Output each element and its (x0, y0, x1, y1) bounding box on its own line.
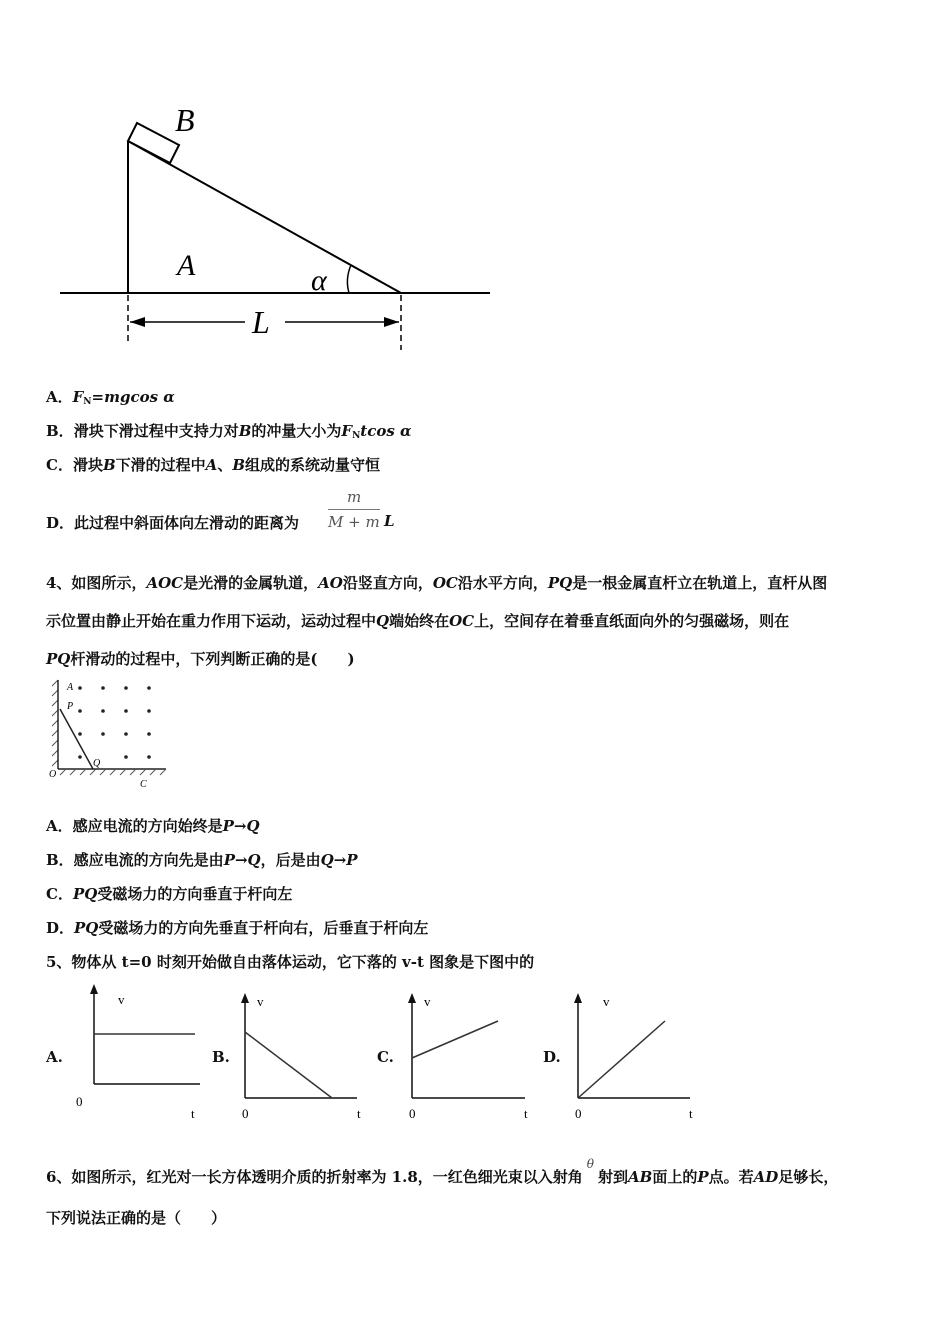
q3-option-a[interactable]: A．$F_N=mgcos$ α (46, 388, 175, 407)
label-c: C (140, 779, 147, 790)
q4-stem-line2: 示位置由静止开始在重力作用下运动，运动过程中Q端始终在OC上，空间存在着垂直纸面向外的匀强磁场，则在 (46, 612, 790, 630)
graph-c-line (412, 1021, 498, 1058)
q4-stem-line3: PQ杆滑动的过程中，下列判断正确的是( ) (46, 650, 355, 668)
graph-a-v: v (118, 992, 125, 1007)
q3-option-b[interactable]: B．滑块下滑过程中支持力对B的冲量大小为$F_Ntcos$ α (46, 422, 412, 441)
q5-graph-c[interactable] (390, 990, 535, 1122)
q4-option-a[interactable]: A．感应电流的方向始终是P→Q (46, 817, 260, 835)
q6-stem-line1: 6、如图所示，红光对一长方体透明介质的折射率为 1.8，一红色细光束以入射角θ射到AB面上的P点。若AD足够长， (46, 1157, 839, 1186)
q5-option-d-label[interactable]: D. (543, 1048, 561, 1066)
q5-option-b-label[interactable]: B. (212, 1048, 230, 1066)
graph-c-v: v (424, 994, 431, 1009)
graph-d-v: v (603, 994, 610, 1009)
block-b (128, 123, 179, 163)
label-o: O (49, 769, 57, 780)
label-q: Q (93, 758, 101, 769)
graph-d-t: t (689, 1106, 693, 1121)
q5-stem: 5、物体从 t=0 时刻开始做自由落体运动，它下落的 v-t 图象是下图中的 (46, 953, 535, 971)
q5-option-a-label[interactable]: A. (46, 1048, 63, 1066)
fraction-variable: L (384, 512, 395, 530)
fraction-numerator: m (347, 488, 362, 506)
q6-stem-line2: 下列说法正确的是（ ） (46, 1209, 227, 1227)
arrowhead-left (130, 317, 145, 327)
alpha-arc (347, 265, 351, 293)
q5-graph-b[interactable] (222, 990, 367, 1122)
field-dots (78, 686, 151, 759)
q5-graph-d[interactable] (555, 990, 700, 1122)
graph-b-v: v (257, 994, 264, 1009)
graph-a-zero: 0 (76, 1094, 83, 1109)
q3-option-d[interactable]: D．此过程中斜面体向左滑动的距离为 (46, 514, 300, 532)
incline-figure (55, 95, 500, 355)
rod-pq (60, 709, 93, 769)
label-l: L (252, 304, 270, 340)
q4-option-d[interactable]: D．PQ受磁场力的方向先垂直于杆向右，后垂直于杆向左 (46, 919, 429, 937)
floor-hatching (60, 769, 166, 775)
rail-figure (46, 676, 171, 794)
graph-b-zero: 0 (242, 1106, 249, 1121)
graph-c-t: t (524, 1106, 528, 1121)
q5-graph-a[interactable] (70, 982, 210, 1122)
arrowhead-right (384, 317, 399, 327)
graph-b-line (245, 1032, 332, 1098)
graph-b-t: t (357, 1106, 361, 1121)
graph-d-zero: 0 (575, 1106, 582, 1121)
label-alpha: α (311, 264, 327, 297)
q3-option-c[interactable]: C．滑块B下滑的过程中A、B组成的系统动量守恒 (46, 456, 381, 474)
theta-symbol: θ (586, 1157, 594, 1171)
graph-d-line (578, 1021, 665, 1098)
q4-stem-line1: 4、如图所示，AOC是光滑的金属轨道，AO沿竖直方向，OC沿水平方向，PQ是一根金属直杆立在轨道上，直杆从图 (46, 574, 828, 592)
incline-hypotenuse (128, 141, 401, 293)
wall-hatching (52, 680, 58, 766)
q4-option-c[interactable]: C．PQ受磁场力的方向垂直于杆向左 (46, 885, 293, 903)
graph-a-t: t (191, 1106, 195, 1121)
q5-option-c-label[interactable]: C. (377, 1048, 394, 1066)
label-a: A (67, 682, 74, 693)
q4-option-b[interactable]: B．感应电流的方向先是由P→Q，后是由Q→P (46, 851, 358, 869)
fraction-bar (328, 509, 380, 510)
label-p: P (67, 701, 74, 712)
graph-c-zero: 0 (409, 1106, 416, 1121)
label-a: A (177, 249, 196, 282)
label-b: B (175, 102, 195, 138)
fraction-denominator: M + m (328, 513, 380, 531)
